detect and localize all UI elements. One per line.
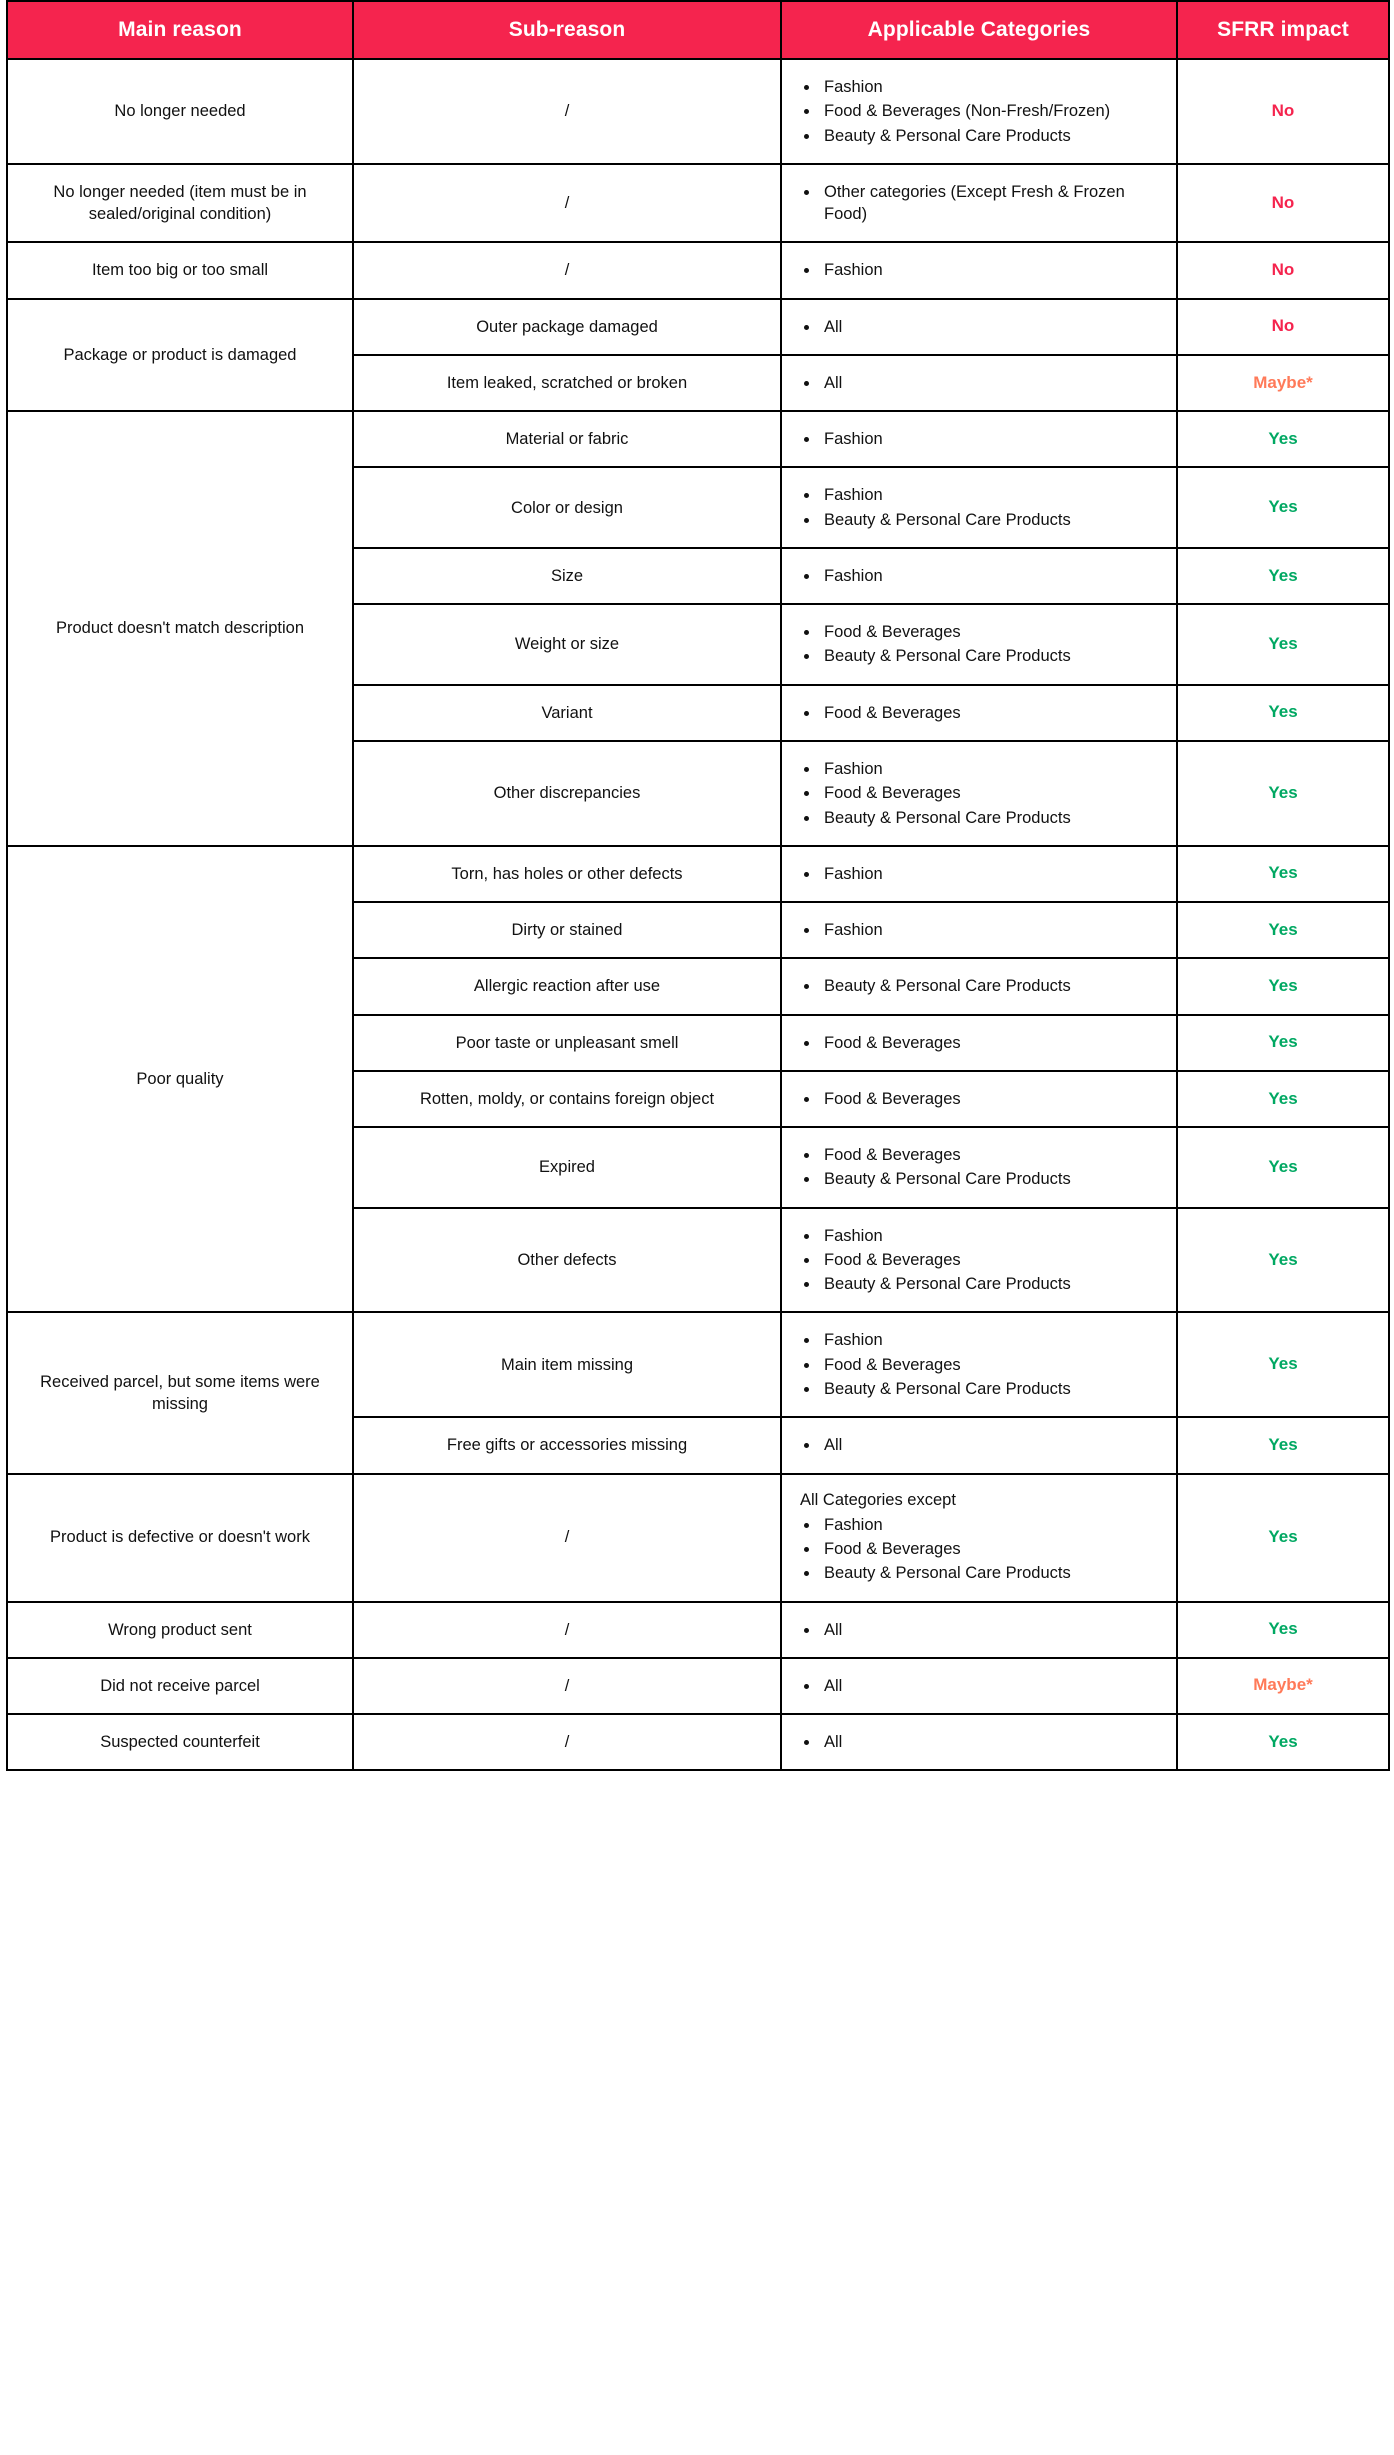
category-item: • Beauty & Personal Care Products: [820, 645, 1164, 667]
categories-list: [800, 1144, 1164, 1191]
category-item: • Food & Beverages: [820, 1249, 1164, 1271]
cell-main-reason: Wrong product sent: [7, 1602, 353, 1658]
categories-list: [800, 1225, 1164, 1296]
categories-list: [800, 863, 1164, 885]
cell-sfrr-impact: Yes: [1177, 958, 1389, 1014]
category-item: • Fashion: [820, 1514, 1164, 1536]
cell-sub-reason: Other discrepancies: [353, 741, 781, 846]
cell-applicable-categories: [781, 299, 1177, 355]
cell-applicable-categories: [781, 1714, 1177, 1770]
column-header-main-reason: Main reason: [7, 1, 353, 59]
table-row: [7, 59, 1389, 164]
category-item: • Food & Beverages: [820, 782, 1164, 804]
categories-list: [800, 1434, 1164, 1456]
cell-sfrr-impact: Yes: [1177, 1312, 1389, 1417]
cell-sub-reason: Rotten, moldy, or contains foreign object: [353, 1071, 781, 1127]
cell-sub-reason: /: [353, 1714, 781, 1770]
cell-sfrr-impact: Yes: [1177, 741, 1389, 846]
categories-list: [800, 181, 1164, 226]
column-header-applicable-categories: Applicable Categories: [781, 1, 1177, 59]
cell-applicable-categories: [781, 355, 1177, 411]
category-item: • All: [820, 1619, 1164, 1641]
cell-sub-reason: Main item missing: [353, 1312, 781, 1417]
cell-sfrr-impact: No: [1177, 299, 1389, 355]
column-header-sfrr-impact: SFRR impact: [1177, 1, 1389, 59]
categories-list: [800, 1032, 1164, 1054]
cell-applicable-categories: [781, 1474, 1177, 1602]
cell-sfrr-impact: Maybe*: [1177, 1658, 1389, 1714]
cell-sfrr-impact: Yes: [1177, 1127, 1389, 1208]
table-row: [7, 164, 1389, 243]
cell-main-reason: No longer needed: [7, 59, 353, 164]
category-item: • Beauty & Personal Care Products: [820, 975, 1164, 997]
category-item: • Food & Beverages: [820, 1144, 1164, 1166]
categories-list: [800, 428, 1164, 450]
cell-applicable-categories: [781, 1071, 1177, 1127]
categories-list: [800, 1088, 1164, 1110]
cell-sfrr-impact: No: [1177, 242, 1389, 298]
table-row: [7, 1602, 1389, 1658]
cell-sub-reason: /: [353, 59, 781, 164]
categories-list: [800, 372, 1164, 394]
category-item: • Fashion: [820, 76, 1164, 98]
cell-applicable-categories: [781, 1208, 1177, 1313]
cell-applicable-categories: [781, 1015, 1177, 1071]
cell-main-reason: Received parcel, but some items were missing: [7, 1312, 353, 1473]
cell-sub-reason: Expired: [353, 1127, 781, 1208]
categories-list: [800, 1675, 1164, 1697]
cell-applicable-categories: [781, 1312, 1177, 1417]
cell-applicable-categories: [781, 467, 1177, 548]
cell-sub-reason: /: [353, 164, 781, 243]
category-item: • Fashion: [820, 1329, 1164, 1351]
cell-applicable-categories: [781, 242, 1177, 298]
cell-sub-reason: /: [353, 242, 781, 298]
category-item: • Food & Beverages: [820, 702, 1164, 724]
cell-sfrr-impact: Maybe*: [1177, 355, 1389, 411]
category-item: • Fashion: [820, 758, 1164, 780]
categories-list: [800, 1329, 1164, 1400]
cell-sfrr-impact: Yes: [1177, 467, 1389, 548]
return-reason-table: [6, 0, 1390, 1771]
category-item: • Fashion: [820, 1225, 1164, 1247]
category-item: • Food & Beverages: [820, 1354, 1164, 1376]
category-item: • Food & Beverages (Non-Fresh/Frozen): [820, 100, 1164, 122]
category-item: • All: [820, 316, 1164, 338]
cell-sfrr-impact: Yes: [1177, 1602, 1389, 1658]
cell-main-reason: Poor quality: [7, 846, 353, 1313]
categories-list: [800, 1731, 1164, 1753]
cell-sub-reason: Item leaked, scratched or broken: [353, 355, 781, 411]
cell-sfrr-impact: Yes: [1177, 846, 1389, 902]
category-item: • Fashion: [820, 428, 1164, 450]
categories-list: [800, 919, 1164, 941]
cell-sfrr-impact: Yes: [1177, 685, 1389, 741]
cell-applicable-categories: [781, 741, 1177, 846]
cell-sub-reason: Free gifts or accessories missing: [353, 1417, 781, 1473]
table-header-row: [7, 1, 1389, 59]
category-item: • Beauty & Personal Care Products: [820, 1168, 1164, 1190]
category-item: • Beauty & Personal Care Products: [820, 1562, 1164, 1584]
cell-applicable-categories: [781, 604, 1177, 685]
categories-prefix-text: All Categories except: [800, 1490, 956, 1509]
table-row: [7, 1658, 1389, 1714]
category-item: • Food & Beverages: [820, 1538, 1164, 1560]
table-row: [7, 411, 1389, 467]
cell-sfrr-impact: Yes: [1177, 411, 1389, 467]
category-item: • Food & Beverages: [820, 621, 1164, 643]
cell-sub-reason: /: [353, 1602, 781, 1658]
categories-list: [800, 1514, 1164, 1585]
cell-applicable-categories: [781, 1658, 1177, 1714]
categories-list: [800, 565, 1164, 587]
cell-sub-reason: /: [353, 1474, 781, 1602]
cell-sub-reason: Dirty or stained: [353, 902, 781, 958]
cell-applicable-categories: [781, 59, 1177, 164]
category-item: • All: [820, 1731, 1164, 1753]
category-item: • Fashion: [820, 259, 1164, 281]
cell-applicable-categories: [781, 1417, 1177, 1473]
category-item: • Beauty & Personal Care Products: [820, 125, 1164, 147]
cell-sfrr-impact: No: [1177, 59, 1389, 164]
cell-sfrr-impact: Yes: [1177, 1015, 1389, 1071]
cell-applicable-categories: [781, 548, 1177, 604]
category-item: • All: [820, 1434, 1164, 1456]
cell-main-reason: Item too big or too small: [7, 242, 353, 298]
cell-sub-reason: Other defects: [353, 1208, 781, 1313]
cell-applicable-categories: [781, 164, 1177, 243]
categories-list: [800, 702, 1164, 724]
cell-main-reason: Did not receive parcel: [7, 1658, 353, 1714]
cell-sfrr-impact: Yes: [1177, 548, 1389, 604]
cell-sub-reason: Poor taste or unpleasant smell: [353, 1015, 781, 1071]
cell-main-reason: Suspected counterfeit: [7, 1714, 353, 1770]
table-row: [7, 242, 1389, 298]
categories-list: [800, 259, 1164, 281]
table-row: [7, 846, 1389, 902]
cell-applicable-categories: [781, 958, 1177, 1014]
category-item: • Food & Beverages: [820, 1088, 1164, 1110]
category-item: • Beauty & Personal Care Products: [820, 1378, 1164, 1400]
cell-applicable-categories: [781, 1127, 1177, 1208]
cell-sub-reason: Size: [353, 548, 781, 604]
cell-applicable-categories: [781, 902, 1177, 958]
cell-sfrr-impact: No: [1177, 164, 1389, 243]
category-item: • Beauty & Personal Care Products: [820, 1273, 1164, 1295]
category-item: • Food & Beverages: [820, 1032, 1164, 1054]
cell-sfrr-impact: Yes: [1177, 604, 1389, 685]
categories-list: [800, 758, 1164, 829]
categories-list: [800, 975, 1164, 997]
categories-list: [800, 316, 1164, 338]
cell-sfrr-impact: Yes: [1177, 1208, 1389, 1313]
cell-sub-reason: Torn, has holes or other defects: [353, 846, 781, 902]
categories-list: [800, 1619, 1164, 1641]
category-item: • Fashion: [820, 565, 1164, 587]
cell-main-reason: No longer needed (item must be in sealed/original condition): [7, 164, 353, 243]
cell-main-reason: Package or product is damaged: [7, 299, 353, 412]
cell-applicable-categories: [781, 411, 1177, 467]
cell-main-reason: Product is defective or doesn't work: [7, 1474, 353, 1602]
category-item: • All: [820, 1675, 1164, 1697]
cell-sub-reason: Outer package damaged: [353, 299, 781, 355]
column-header-sub-reason: Sub-reason: [353, 1, 781, 59]
table-header: [7, 1, 1389, 59]
cell-sub-reason: Weight or size: [353, 604, 781, 685]
cell-sub-reason: Variant: [353, 685, 781, 741]
table-row: [7, 1312, 1389, 1417]
category-item: • All: [820, 372, 1164, 394]
cell-sub-reason: /: [353, 1658, 781, 1714]
category-item: • Beauty & Personal Care Products: [820, 509, 1164, 531]
category-item: • Fashion: [820, 919, 1164, 941]
cell-sfrr-impact: Yes: [1177, 902, 1389, 958]
category-item: • Fashion: [820, 863, 1164, 885]
cell-sub-reason: Allergic reaction after use: [353, 958, 781, 1014]
cell-sfrr-impact: Yes: [1177, 1474, 1389, 1602]
cell-applicable-categories: [781, 846, 1177, 902]
cell-sub-reason: Color or design: [353, 467, 781, 548]
cell-main-reason: Product doesn't match description: [7, 411, 353, 846]
cell-sfrr-impact: Yes: [1177, 1714, 1389, 1770]
table-row: [7, 1474, 1389, 1602]
cell-sfrr-impact: Yes: [1177, 1071, 1389, 1127]
categories-list: [800, 76, 1164, 147]
table-row: [7, 1714, 1389, 1770]
cell-applicable-categories: [781, 1602, 1177, 1658]
table-row: [7, 299, 1389, 355]
cell-applicable-categories: [781, 685, 1177, 741]
cell-sub-reason: Material or fabric: [353, 411, 781, 467]
category-item: • Other categories (Except Fresh & Frozen Food): [820, 181, 1164, 226]
cell-sfrr-impact: Yes: [1177, 1417, 1389, 1473]
category-item: • Beauty & Personal Care Products: [820, 807, 1164, 829]
category-item: • Fashion: [820, 484, 1164, 506]
categories-list: [800, 621, 1164, 668]
categories-list: [800, 484, 1164, 531]
table-body: [7, 59, 1389, 1770]
